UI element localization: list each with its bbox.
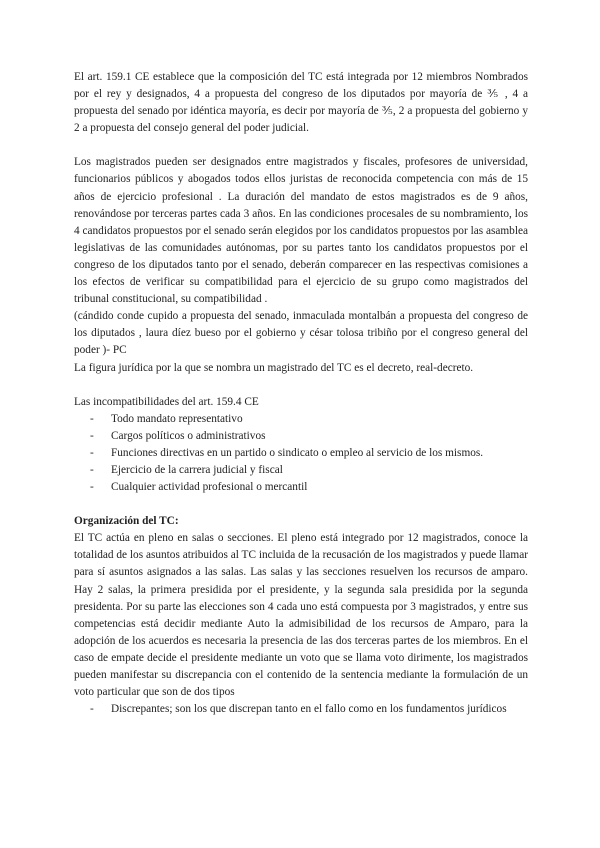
organization-heading: Organización del TC: <box>74 515 179 528</box>
vote-types-list <box>74 701 528 718</box>
list-item: - Funciones directivas en un partido o sindicato o empleo al servicio de los mismos. <box>74 445 528 462</box>
incompatibilities-list <box>74 411 528 496</box>
paragraph-organization: El TC actúa en pleno en salas o secciones. El pleno está integrado por 12 magistrados, conoce la totalidad de los asuntos atribuidos al TC incluida de la recusación de los magistrados y puede llamar para sí asuntos asignados a las salas. Las salas y las secciones resuelven los recursos de amparo. Hay 2 salas, la primera presidida por el presidente, y la segunda sala presidida por la segunda presidenta. Por su parte las elecciones son 4 cada uno está compuesta por 3 magistrados, y entre sus competencias está decidir mediante Auto la admisibilidad de los recursos de Amparo, para la adopción de los acuerdos es necesaria la presencia de las dos terceras partes de los miembros. En el caso de empate decide el presidente mediante un voto que se llama voto dirimente, los magistrados pueden manifestar su discrepancia con el contenido de la sentencia mediante la formulación de un voto particular que son de dos tipos <box>74 532 528 699</box>
paragraph-magistrates: Los magistrados pueden ser designados entre magistrados y fiscales, profesores de universidad, funcionarios públicos y abogados todos ellos juristas de reconocida competencia con más de 15 años de ejercicio profesional . La duración del mandato de estos magistrados es de 9 años, renovándose por terceras partes cada 3 años. En las condiciones procesales de su nombramiento, los 4 candidatos propuestos por el senado serán elegidos por los candidatos propuestos por las asamblea legislativas de las comunidades autónomas, por su partes tanto los candidatos propuestos por el congreso de los diputados tanto por el senado, deberán comparecer en las respectivas comisiones a los efectos de verificar su compatibilidad para el ejercicio de su grupo como magistrados del tribunal constitucional, su compatibilidad . <box>74 156 528 306</box>
list-item: - Ejercicio de la carrera judicial y fiscal <box>74 462 528 479</box>
list-item: - Cualquier actividad profesional o mercantil <box>74 479 528 496</box>
document-body <box>74 69 528 718</box>
incompatibilities-title: Las incompatibilidades del art. 159.4 CE <box>74 395 259 408</box>
paragraph-legal-figure: La figura jurídica por la que se nombra un magistrado del TC es el decreto, real-decreto. <box>74 361 474 374</box>
paragraph-names: (cándido conde cupido a propuesta del senado, inmaculada montalbán a propuesta del congreso de los diputados , laura díez bueso por el gobierno y césar tolosa tribiño por el congreso general del poder )- PC <box>74 310 528 357</box>
paragraph-composition: El art. 159.1 CE establece que la composición del TC está integrada por 12 miembros Nombrados por el rey y designados, 4 a propuesta del congreso de los diputados por mayoría de ⅗ , 4 a propuesta del senado por idéntica mayoría, es decir por mayoría de ⅗, 2 a propuesta del gobierno y 2 a propuesta del consejo general del poder judicial. <box>74 71 528 135</box>
list-item: - Discrepantes; son los que discrepan tanto en el fallo como en los fundamentos jurídicos <box>74 701 528 718</box>
list-item: - Cargos políticos o administrativos <box>74 428 528 445</box>
list-item: - Todo mandato representativo <box>74 411 528 428</box>
